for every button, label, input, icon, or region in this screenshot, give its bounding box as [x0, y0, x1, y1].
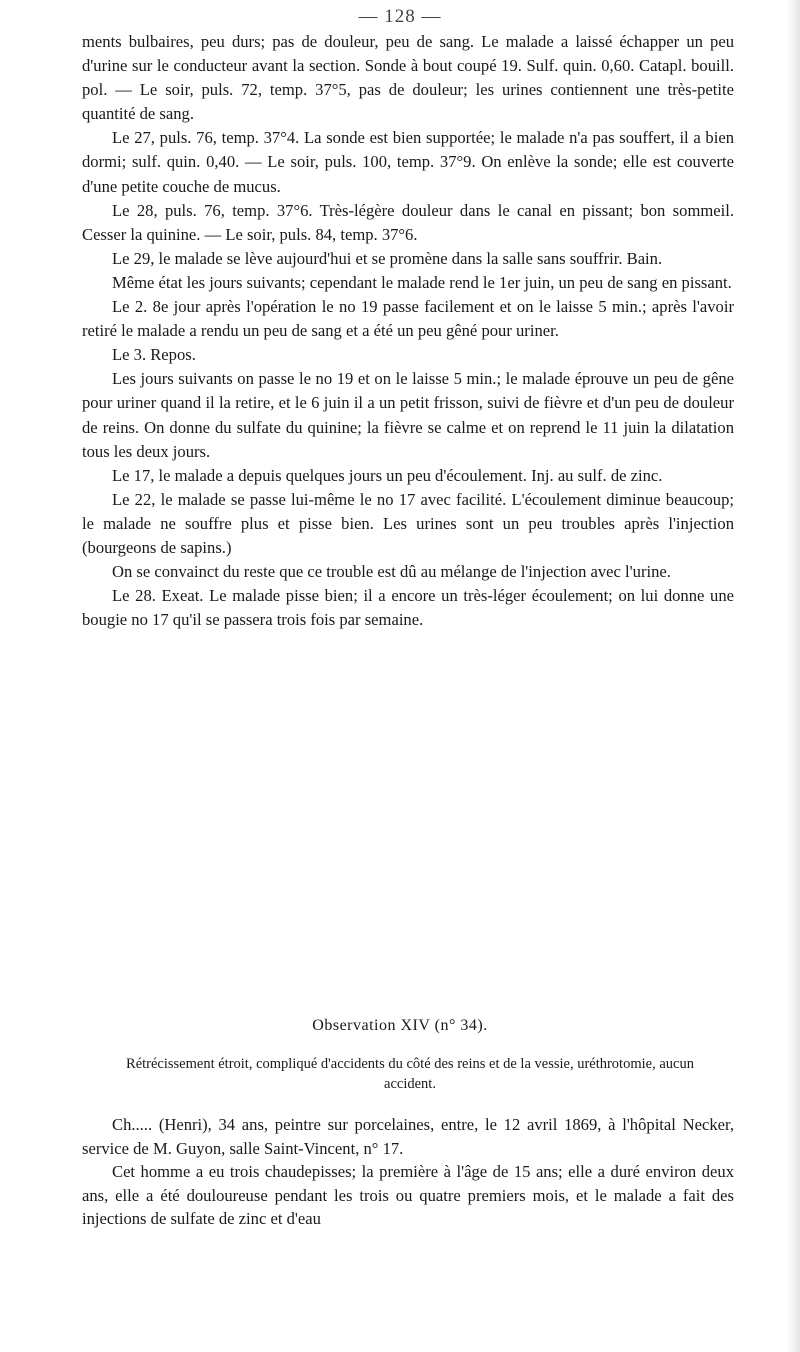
paragraph: Le 28, puls. 76, temp. 37°6. Très-légère douleur dans le canal en pissant; bon sommeil. Cesser la quinine. — Le soir, puls. 84, temp. 37°6. — [82, 200, 734, 244]
observation-title: Observation XIV (n° 34). — [312, 1017, 488, 1034]
paragraph: Le 3. Repos. — [112, 345, 196, 365]
page-edge-shadow — [786, 0, 800, 1352]
paragraph: Le 22, le malade se passe lui-même le no 17 avec facilité. L'écoulement diminue beaucoup; le malade ne souffre plus et pisse bien. Les urines sont un peu troubles après l'injection (bourgeons de sapins.) — [82, 489, 734, 557]
paragraph: Cet homme a eu trois chaudepisses; la première à l'âge de 15 ans; elle a duré environ deux ans, elle a été douloureuse pendant les trois ou quatre premiers mois, et le malade a fait des injections de sulfate de zinc et d'eau — [82, 1162, 734, 1229]
main-text — [82, 30, 734, 632]
paragraph: Même état les jours suivants; cependant le malade rend le 1er juin, un peu de sang en pissant. — [112, 272, 732, 292]
paragraph: Le 27, puls. 76, temp. 37°4. La sonde est bien supportée; le malade n'a pas souffert, il a bien dormi; sulf. quin. 0,40. — Le soir, puls. 100, temp. 37°9. On enlève la sonde; elle est couverte d'une petite couche de mucus. — [82, 128, 734, 196]
paragraph: On se convainct du reste que ce trouble est dû au mélange de l'injection avec l'urine. — [112, 562, 671, 582]
observation-subtitle: Rétrécissement étroit, compliqué d'accidents du côté des reins et de la vessie, uréthrotomie, aucun accident. — [126, 1056, 694, 1092]
paragraph: Le 17, le malade a depuis quelques jours un peu d'écoulement. Inj. au sulf. de zinc. — [112, 465, 663, 485]
paragraph: Ch..... (Henri), 34 ans, peintre sur porcelaines, entre, le 12 avril 1869, à l'hôpital Necker, service de M. Guyon, salle Saint-Vincent, n° 17. — [82, 1115, 734, 1158]
page-number: — 128 — — [358, 6, 442, 27]
paragraph: Le 28. Exeat. Le malade pisse bien; il a encore un très-léger écoulement; on lui donne une bougie no 17 qu'il se passera trois fois par semaine. — [82, 586, 734, 630]
paragraph: ments bulbaires, peu durs; pas de douleur, peu de sang. Le malade a laissé échapper un peu d'urine sur le conducteur avant la section. Sonde à bout coupé 19. Sulf. quin. 0,60. Catapl. bouill. pol. — Le soir, puls. 72, temp. 37°5, pas de douleur; les urines contiennent une très-petite quantité de sang. — [82, 32, 734, 124]
paragraph: Les jours suivants on passe le no 19 et on le laisse 5 min.; le malade éprouve un peu de gêne pour uriner quand il la retire, et le 6 juin il a un petit frisson, suivi de fièvre et d'un peu de douleur de reins. On donne du sulfate du quinine; la fièvre se calme et on reprend le 11 juin la dilatation tous les deux jours. — [82, 369, 734, 461]
observation-text — [82, 1113, 734, 1231]
paragraph: Le 29, le malade se lève aujourd'hui et se promène dans la salle sans souffrir. Bain. — [112, 248, 663, 268]
paragraph: Le 2. 8e jour après l'opération le no 19 passe facilement et on le laisse 5 min.; après l'avoir retiré le malade a rendu un peu de sang et a été un peu gêné pour uriner. — [82, 297, 734, 341]
